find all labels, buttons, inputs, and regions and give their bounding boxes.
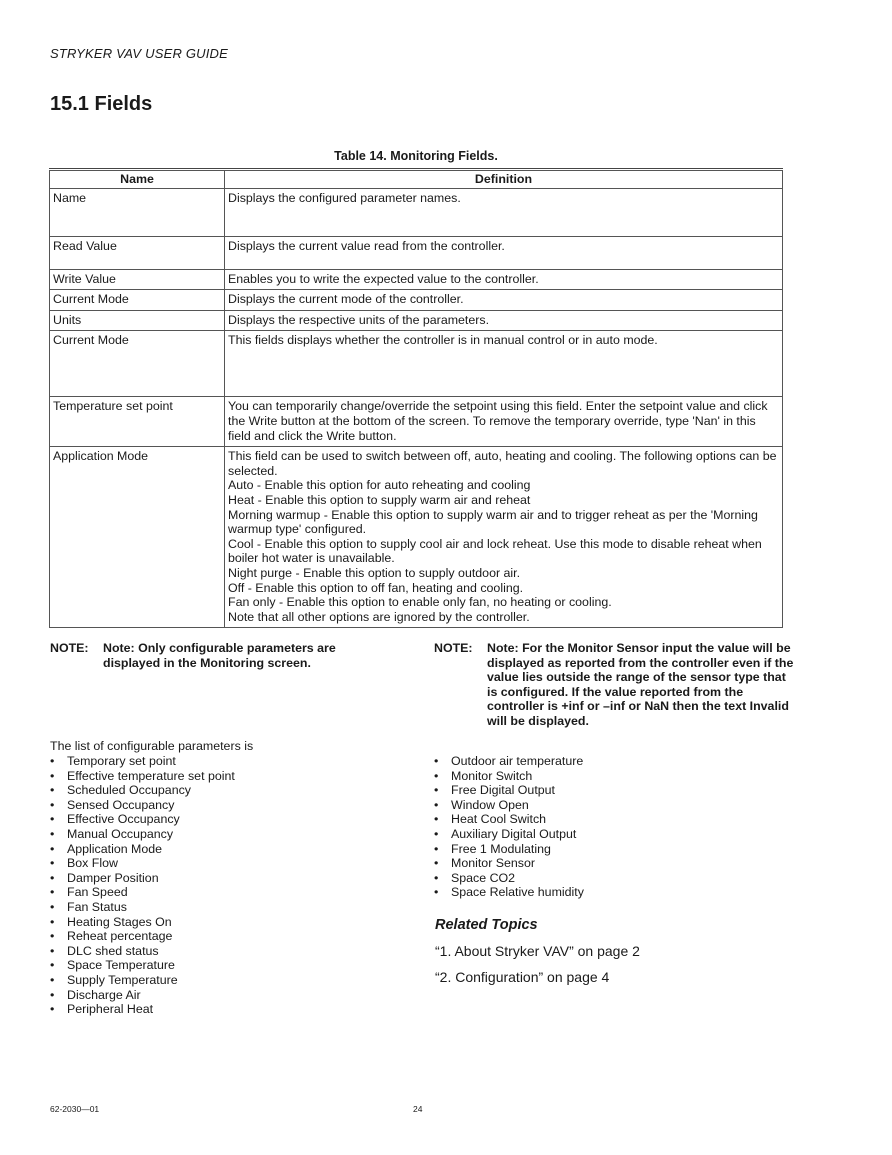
document-number: 62-2030—01	[50, 1104, 100, 1114]
definition-line: Fan only - Enable this option to enable only fan, no heating or cooling.	[228, 595, 612, 610]
related-topic-link[interactable]: “2. Configuration” on page 4	[435, 969, 610, 985]
definition-line: Cool - Enable this option to supply cool air and lock reheat. Use this mode to disable reheat when boiler hot water is unavailable.	[228, 536, 762, 566]
table-top-rule	[49, 168, 783, 169]
definition-line: You can temporarily change/override the setpoint using this field. Enter the setpoint value and click the Write button at the bottom of the screen. To remove the temporary override, type 'Nan' in this field and click the Write button.	[228, 399, 768, 443]
section-title: 15.1 Fields	[50, 93, 153, 115]
list-item: • Free 1 Modulating	[434, 842, 584, 857]
definition-line: Displays the configured parameter names.	[228, 190, 461, 205]
table-row	[50, 331, 783, 397]
table-row	[50, 447, 783, 628]
definition-line: Auto - Enable this option for auto reheating and cooling	[228, 478, 531, 493]
note-right	[434, 641, 794, 729]
definition-line: This field can be used to switch between off, auto, heating and cooling. The following options can be selected.	[228, 449, 777, 478]
list-item: • Heat Cool Switch	[434, 812, 584, 827]
list-item: • Supply Temperature	[50, 973, 235, 988]
definition-line: Heat - Enable this option to supply warm air and reheat	[228, 492, 531, 507]
list-item: • Auxiliary Digital Output	[434, 827, 584, 842]
table-header-row	[50, 171, 783, 189]
list-item: • Space CO2	[434, 871, 584, 886]
list-item: • Scheduled Occupancy	[50, 783, 235, 798]
parameters-intro: The list of configurable parameters is	[50, 739, 254, 753]
list-item: • Space Temperature	[50, 958, 235, 973]
parameters-list-left	[50, 754, 235, 1017]
field-name-cell: Current Mode	[50, 331, 225, 397]
list-item: • Monitor Sensor	[434, 856, 584, 871]
table-row	[50, 188, 783, 236]
definition-line: This fields displays whether the controller is in manual control or in auto mode.	[228, 333, 658, 348]
field-name-cell: Write Value	[50, 269, 225, 290]
field-name-cell: Temperature set point	[50, 397, 225, 447]
note-left	[50, 641, 380, 670]
list-item: • Sensed Occupancy	[50, 798, 235, 813]
field-definition-cell	[225, 310, 783, 331]
field-name-cell: Units	[50, 310, 225, 331]
note-text: Note: Only configurable parameters are displayed in the Monitoring screen.	[103, 641, 336, 670]
definition-line: Night purge - Enable this option to supply outdoor air.	[228, 565, 521, 580]
field-definition-cell	[225, 447, 783, 628]
definition-line: Enables you to write the expected value to the controller.	[228, 271, 539, 286]
table-row	[50, 269, 783, 290]
definition-line: Off - Enable this option to off fan, heating and cooling.	[228, 580, 524, 595]
note-label: NOTE:	[50, 641, 89, 655]
table-row	[50, 290, 783, 311]
table-caption: Table 14. Monitoring Fields.	[334, 149, 498, 163]
definition-line: Displays the current value read from the controller.	[228, 238, 505, 253]
list-item: • Window Open	[434, 798, 584, 813]
field-definition-cell	[225, 188, 783, 236]
page-number: 24	[413, 1104, 423, 1114]
note-text: Note: For the Monitor Sensor input the value will be displayed as reported from the controller even if the value lies outside the range of the sensor type that is configured. If the value reported from the controller is +inf or –inf or NaN then the text Invalid will be displayed.	[487, 641, 794, 728]
definition-line: Displays the current mode of the controller.	[228, 292, 464, 307]
table-row	[50, 397, 783, 447]
related-topic-link[interactable]: “1. About Stryker VAV” on page 2	[435, 943, 640, 959]
monitoring-fields-table	[49, 170, 783, 628]
list-item: • Peripheral Heat	[50, 1002, 235, 1017]
running-header: STRYKER VAV USER GUIDE	[50, 46, 229, 61]
list-item: • Monitor Switch	[434, 769, 584, 784]
list-item: • Fan Status	[50, 900, 235, 915]
table-row	[50, 236, 783, 269]
field-definition-cell	[225, 269, 783, 290]
list-item: • Temporary set point	[50, 754, 235, 769]
list-item: • Reheat percentage	[50, 929, 235, 944]
parameters-list-right	[434, 754, 584, 900]
field-name-cell: Read Value	[50, 236, 225, 269]
column-header-definition: Definition	[225, 171, 783, 189]
field-name-cell: Application Mode	[50, 447, 225, 628]
list-item: • Effective Occupancy	[50, 812, 235, 827]
list-item: • DLC shed status	[50, 944, 235, 959]
list-item: • Free Digital Output	[434, 783, 584, 798]
field-name-cell: Current Mode	[50, 290, 225, 311]
note-label: NOTE:	[434, 641, 473, 655]
table-row	[50, 310, 783, 331]
definition-line: Morning warmup - Enable this option to supply warm air and to trigger reheat as per the 'Morning warmup type' configured.	[228, 507, 758, 537]
list-item: • Space Relative humidity	[434, 885, 584, 900]
definition-line: Note that all other options are ignored by the controller.	[228, 609, 530, 624]
list-item: • Application Mode	[50, 842, 235, 857]
list-item: • Fan Speed	[50, 885, 235, 900]
list-item: • Box Flow	[50, 856, 235, 871]
list-item: • Heating Stages On	[50, 915, 235, 930]
definition-line: Displays the respective units of the parameters.	[228, 312, 490, 327]
field-name-cell: Name	[50, 188, 225, 236]
list-item: • Outdoor air temperature	[434, 754, 584, 769]
field-definition-cell	[225, 236, 783, 269]
list-item: • Discharge Air	[50, 988, 235, 1003]
field-definition-cell	[225, 397, 783, 447]
column-header-name: Name	[50, 171, 225, 189]
related-topics-heading: Related Topics	[435, 917, 538, 933]
list-item: • Manual Occupancy	[50, 827, 235, 842]
field-definition-cell	[225, 331, 783, 397]
list-item: • Effective temperature set point	[50, 769, 235, 784]
list-item: • Damper Position	[50, 871, 235, 886]
field-definition-cell	[225, 290, 783, 311]
